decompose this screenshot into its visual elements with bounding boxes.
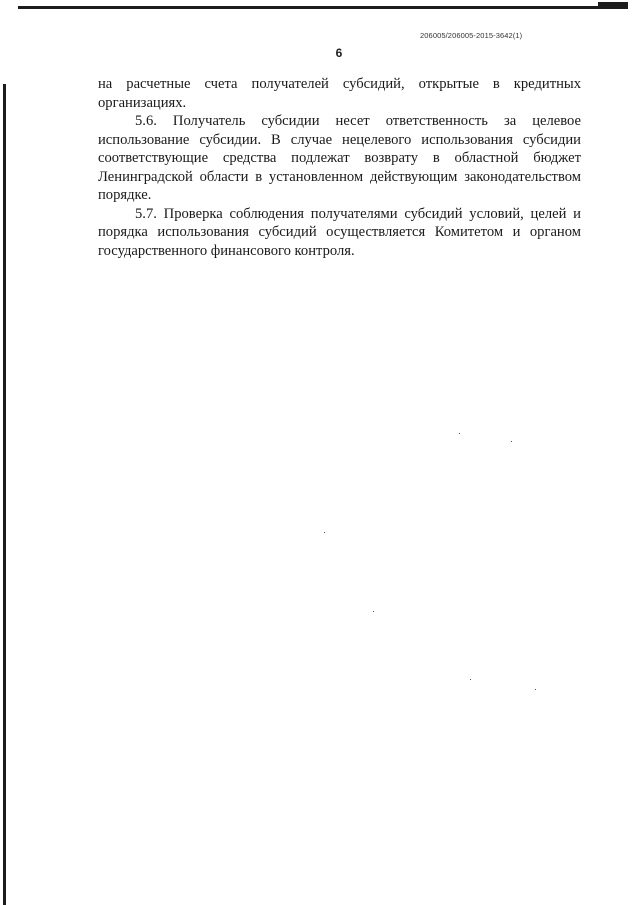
scan-speck [535,689,536,690]
paragraph-5-6: 5.6. Получатель субсидии несет ответственность за целевое использование субсидии. В случае нецелевого использования субсидии соответствующие средства подлежат возврату в областной бюджет Ленинградской области в установленном действующим законодательством порядке. [98,113,581,203]
scan-speck [459,433,460,434]
scan-speck [324,532,325,533]
page-number: 6 [335,46,343,60]
scan-speck [470,679,471,680]
paragraph-continuation: на расчетные счета получателей субсидий, открытые в кредитных организациях. [98,76,581,111]
paragraph-5-7: 5.7. Проверка соблюдения получателями субсидий условий, целей и порядка использования субсидий осуществляется Комитетом и органом государственного финансового контроля. [98,205,581,259]
scan-speck [373,611,374,612]
document-body [98,75,581,260]
scan-top-border-mark [598,2,628,6]
scan-left-border [3,84,6,905]
scan-speck [511,441,512,442]
document-number: 206005/206005-2015-3642(1) [420,31,523,40]
scan-top-border [18,6,628,9]
